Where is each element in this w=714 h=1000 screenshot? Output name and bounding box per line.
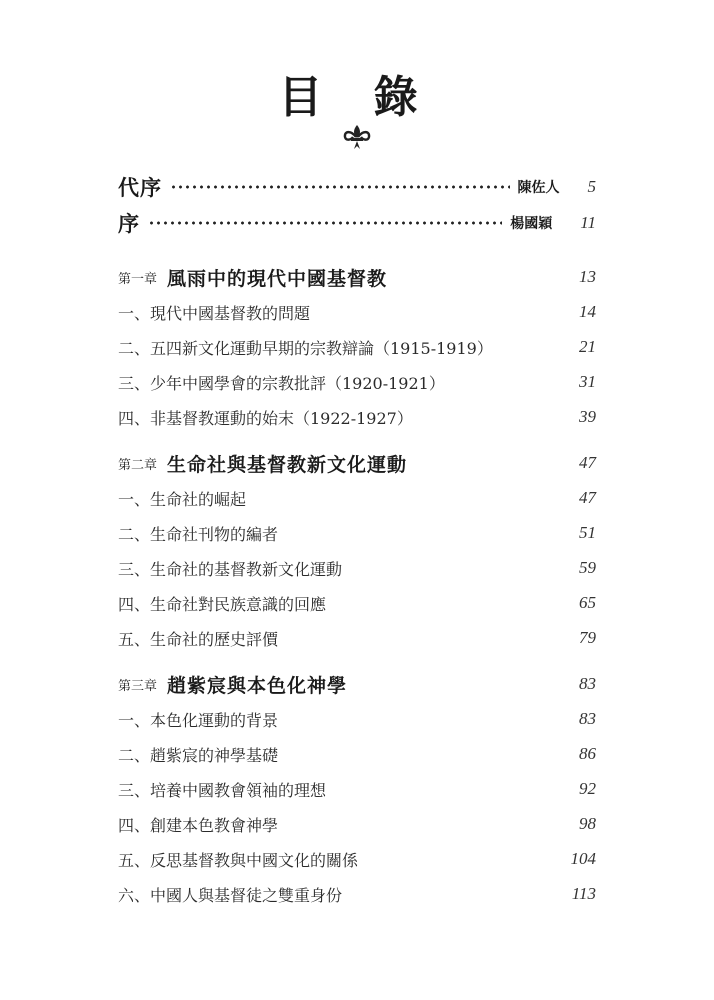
page-number: 104: [570, 849, 596, 868]
chapter-number: 第二章: [118, 457, 158, 473]
section-title: 四、創建本色教會神學: [118, 815, 279, 835]
toc-chapter-2[interactable]: [118, 450, 596, 476]
toc-section[interactable]: [118, 520, 596, 546]
section-title: 一、生命社的崛起: [118, 489, 247, 509]
toc-section[interactable]: [118, 881, 596, 907]
toc-section[interactable]: [118, 625, 596, 651]
page-number: 14: [579, 302, 596, 321]
page-number: 83: [579, 674, 596, 693]
fleur-de-lis-icon: [341, 124, 373, 150]
page-title: 目 錄: [278, 72, 436, 123]
dot-leader: [170, 183, 510, 191]
chapter-title: 趙紫宸與本色化神學: [167, 674, 348, 697]
page-number: 86: [579, 744, 596, 763]
toc-entry-preface-2[interactable]: [118, 210, 596, 236]
section-title: 三、培養中國教會領袖的理想: [118, 780, 327, 800]
toc-section[interactable]: [118, 334, 596, 360]
chapter-title: 生命社與基督教新文化運動: [167, 453, 408, 476]
preface-author: 陳佐人: [517, 180, 560, 196]
section-title: 六、中國人與基督徒之雙重身份: [118, 885, 343, 905]
chapter-number: 第一章: [118, 271, 158, 287]
section-title: 二、生命社刊物的編者: [118, 524, 279, 544]
page-number: 47: [579, 453, 596, 472]
page-number: 98: [579, 814, 596, 833]
section-title: 二、五四新文化運動早期的宗教辯論（1915-1919）: [118, 338, 493, 358]
preface-label: 代序: [118, 175, 162, 200]
preface-label: 序: [118, 211, 140, 236]
toc-section[interactable]: [118, 299, 596, 325]
toc-section[interactable]: [118, 741, 596, 767]
page-number: 113: [571, 884, 596, 903]
chapter-title: 風雨中的現代中國基督教: [167, 267, 388, 290]
page-number: 83: [579, 709, 596, 728]
page-number: 5: [587, 177, 596, 196]
toc-section[interactable]: [118, 404, 596, 430]
toc-chapter-1[interactable]: [118, 264, 596, 290]
toc-section[interactable]: [118, 706, 596, 732]
dot-leader: [148, 219, 502, 227]
section-title: 四、非基督教運動的始末（1922-1927）: [118, 408, 413, 428]
section-title: 三、少年中國學會的宗教批評（1920-1921）: [118, 373, 445, 393]
section-title: 一、現代中國基督教的問題: [118, 303, 311, 323]
section-title: 五、生命社的歷史評價: [118, 629, 279, 649]
page-number: 21: [579, 337, 596, 356]
toc-section[interactable]: [118, 846, 596, 872]
toc-section[interactable]: [118, 776, 596, 802]
section-title: 一、本色化運動的背景: [118, 710, 279, 730]
section-title: 三、生命社的基督教新文化運動: [118, 559, 343, 579]
toc-section[interactable]: [118, 590, 596, 616]
toc-section[interactable]: [118, 555, 596, 581]
page-number: 51: [579, 523, 596, 542]
page-number: 47: [579, 488, 596, 507]
page-number: 31: [579, 372, 596, 391]
page-number: 11: [580, 213, 596, 232]
section-title: 二、趙紫宸的神學基礎: [118, 745, 279, 765]
page-number: 92: [579, 779, 596, 798]
page-number: 79: [579, 628, 596, 647]
page-number: 59: [579, 558, 596, 577]
toc-section[interactable]: [118, 811, 596, 837]
section-title: 四、生命社對民族意識的回應: [118, 594, 327, 614]
page-number: 39: [579, 407, 596, 426]
toc-chapter-3[interactable]: [118, 671, 596, 697]
section-title: 五、反思基督教與中國文化的關係: [118, 850, 359, 870]
page-number: 65: [579, 593, 596, 612]
toc-entry-preface-1[interactable]: [118, 174, 596, 200]
toc-section[interactable]: [118, 485, 596, 511]
chapter-number: 第三章: [118, 678, 158, 694]
preface-author: 楊國穎: [510, 216, 553, 232]
page-number: 13: [579, 267, 596, 286]
toc-section[interactable]: [118, 369, 596, 395]
